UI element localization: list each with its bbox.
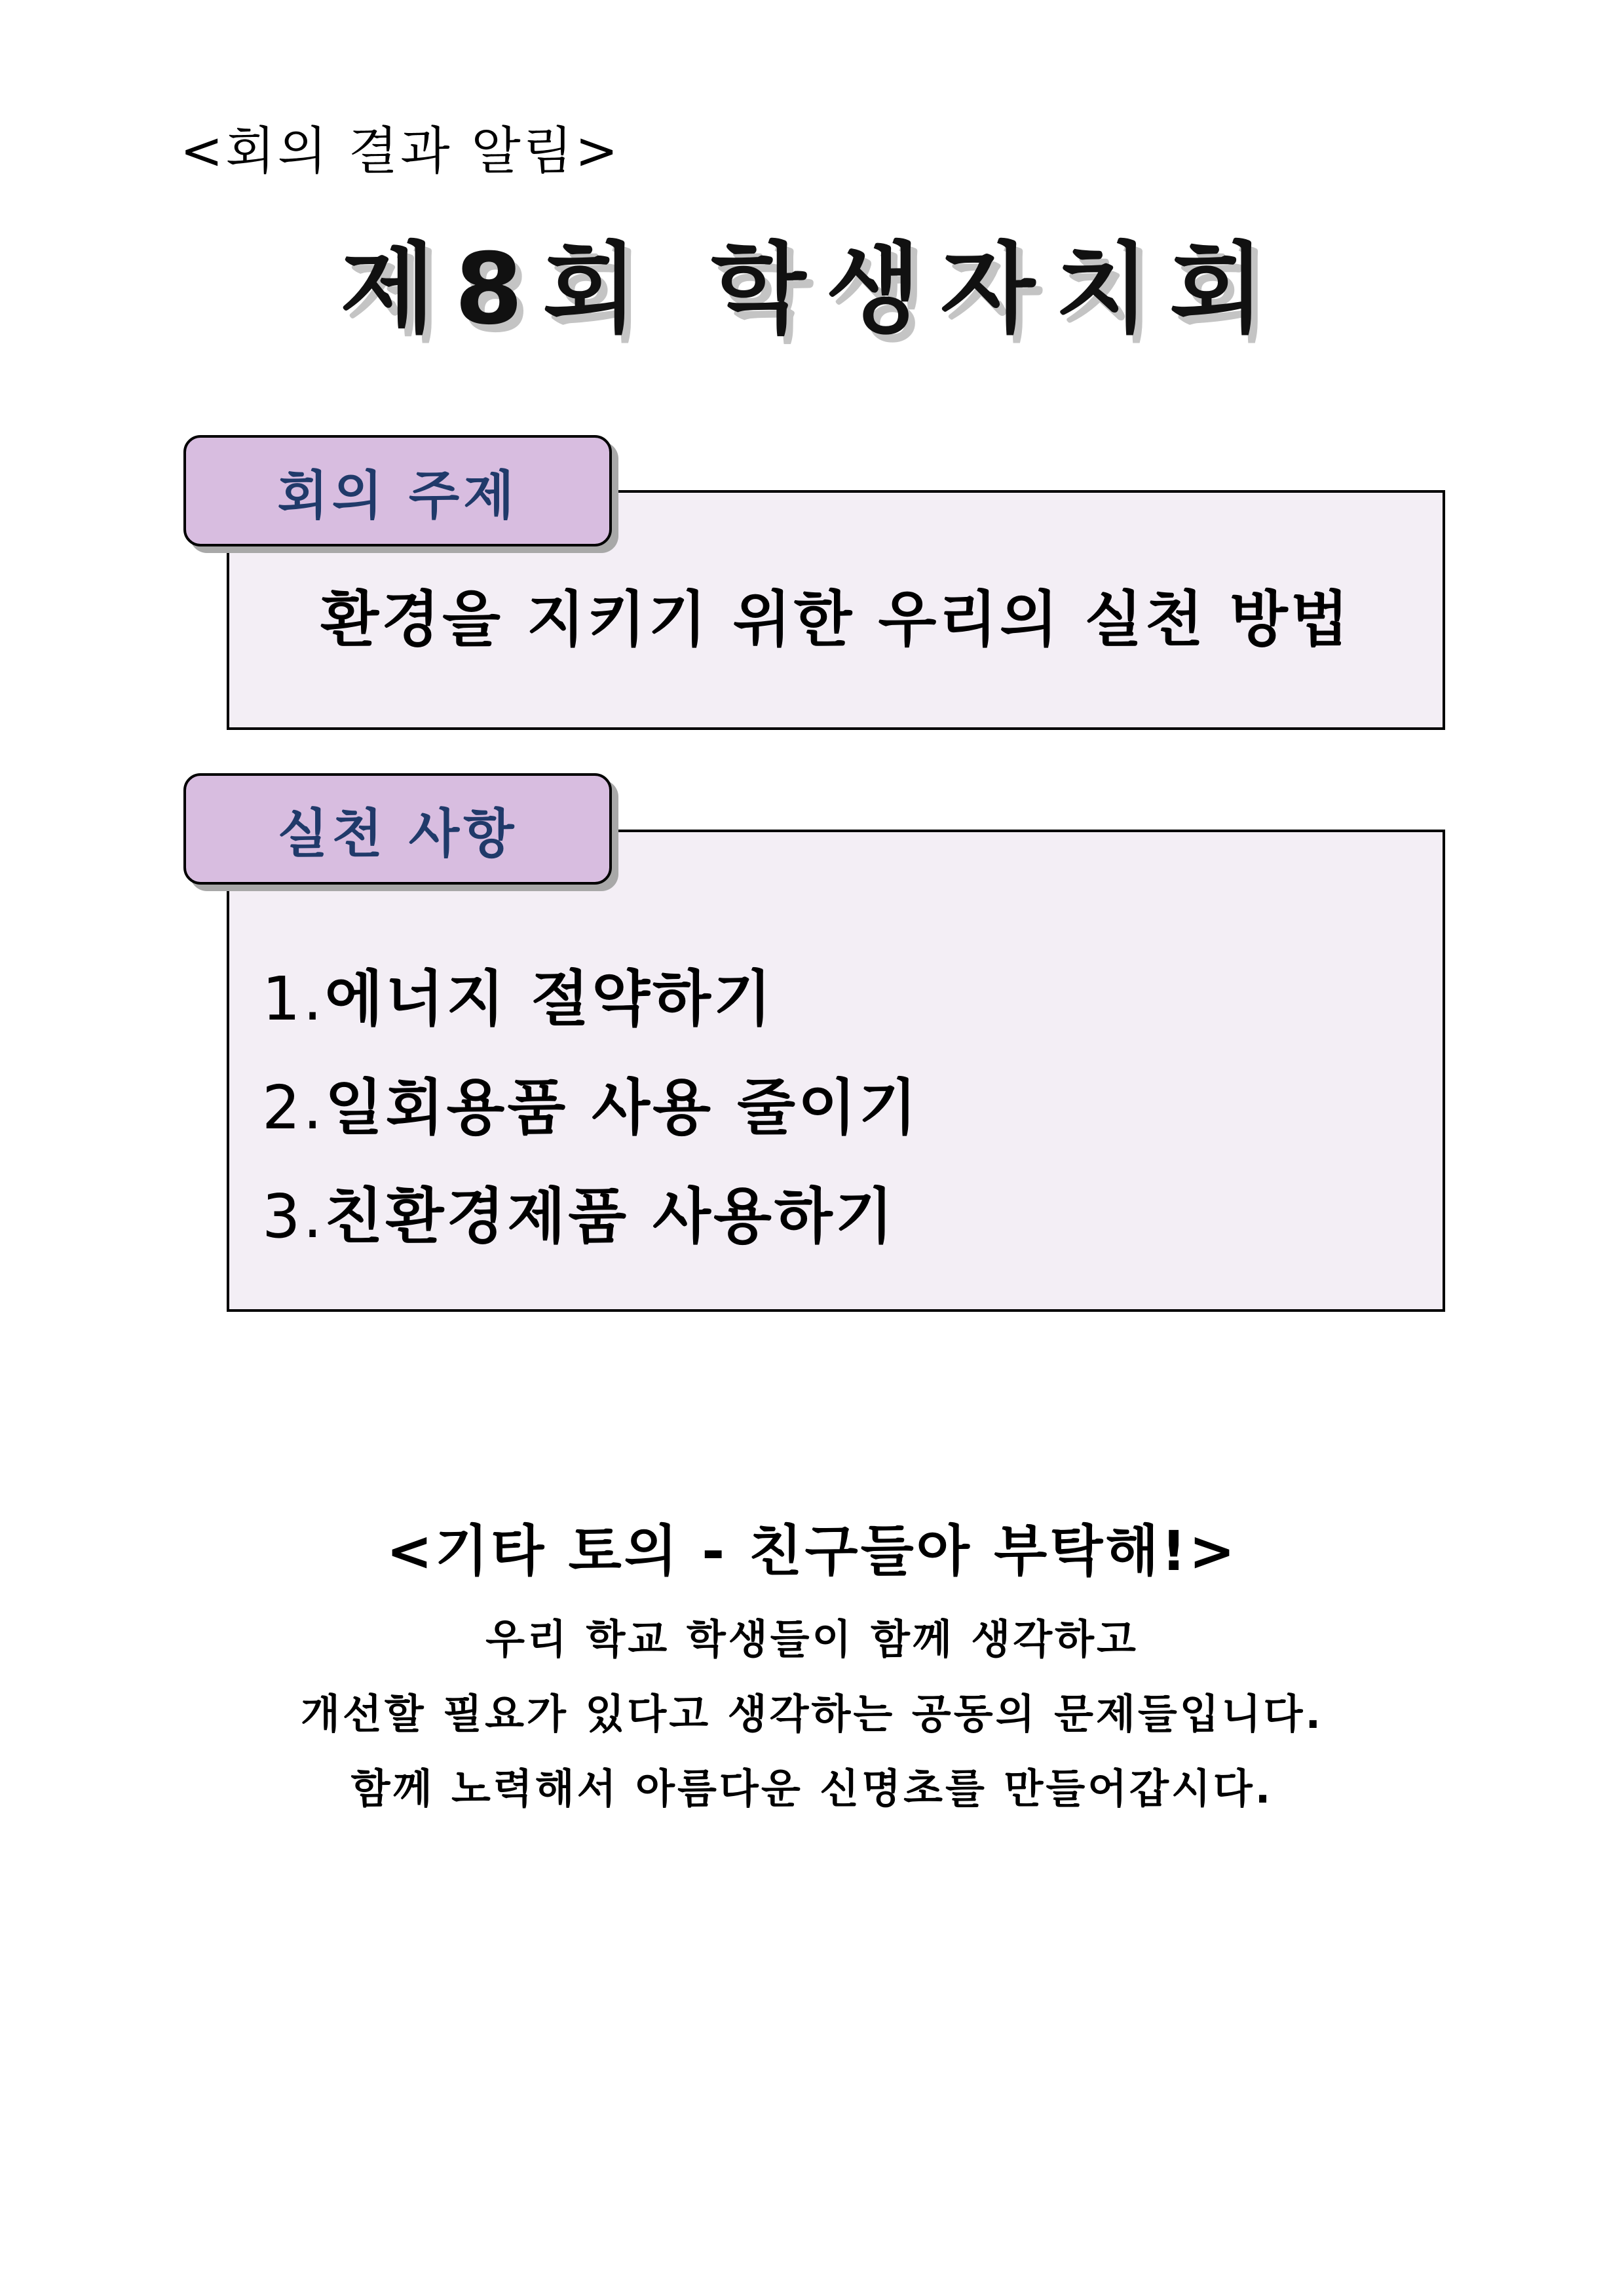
practice-item-number: 2. <box>262 1073 325 1143</box>
topic-text: 환경을 지키기 위한 우리의 실천 방법 <box>320 584 1351 655</box>
practice-tab: 실천 사항 <box>183 773 612 885</box>
practice-item-text: 에너지 절약하기 <box>324 964 774 1034</box>
practice-item <box>262 1162 920 1271</box>
practice-item <box>262 945 920 1054</box>
page-title: 제8회 학생자치회 <box>340 233 1284 347</box>
etc-heading: <기타 토의 - 친구들아 부탁해!> <box>386 1519 1238 1583</box>
practice-item <box>262 1054 920 1162</box>
etc-line: 개선할 필요가 있다고 생각하는 공동의 문제들입니다. <box>300 1690 1324 1738</box>
practice-box <box>227 830 1445 1312</box>
practice-item-text: 일회용품 사용 줄이기 <box>324 1073 920 1143</box>
practice-item-number: 1. <box>262 964 325 1034</box>
practice-list <box>262 945 920 1271</box>
topic-tab: 회의 주제 <box>183 435 612 546</box>
practice-item-number: 3. <box>262 1181 325 1252</box>
etc-line: 우리 학교 학생들이 함께 생각하고 <box>485 1615 1139 1663</box>
notice-label: <회의 결과 알림> <box>180 122 621 181</box>
etc-line: 함께 노력해서 아름다운 신명초를 만들어갑시다. <box>350 1765 1274 1812</box>
practice-item-text: 친환경제품 사용하기 <box>324 1181 896 1252</box>
